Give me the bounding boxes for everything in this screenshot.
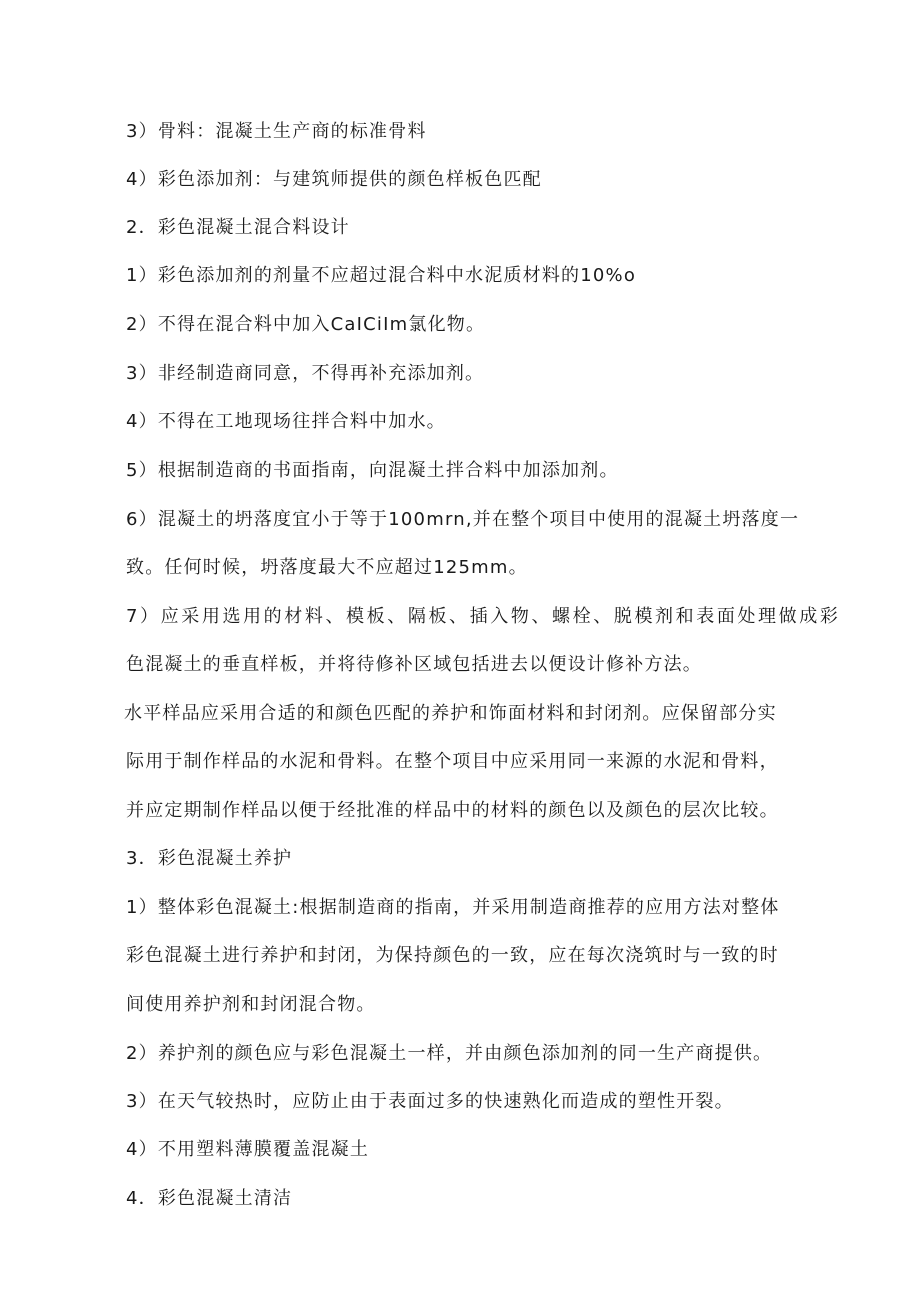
text-line-no-plastic-film: 4）不用塑料薄膜覆盖混凝土 [126,1139,370,1160]
text-line-curing-agent-color: 2）养护剂的颜色应与彩色混凝土一样，并由颜色添加剂的同一生产商提供。 [126,1043,773,1064]
text-line-slump: 6）混凝土的坍落度宜小于等于100mrn,并在整个项目中使用的混凝土坍落度一 [126,509,800,530]
text-line-vertical-sample-continued: 色混凝土的垂直样板，并将待修补区域包括进去以便设计修补方法。 [126,654,702,675]
text-line-vertical-sample: 7）应采用选用的材料、模板、隔板、插入物、螺栓、脱模剂和表面处理做成彩 [126,606,841,627]
section-heading-cleaning: 4．彩色混凝土清洁 [126,1188,293,1209]
text-line-color-additive: 4）彩色添加剂：与建筑师提供的颜色样板色匹配 [126,169,542,190]
text-line-integral-color-continued: 彩色混凝土进行养护和封闭，为保持颜色的一致，应在每次浇筑时与一致的时 [126,945,779,966]
text-line-horizontal-sample-end: 并应定期制作样品以便于经批准的样品中的材料的颜色以及颜色的层次比较。 [126,800,779,821]
text-line-additive-dosage: 1）彩色添加剂的剂量不应超过混合料中水泥质材料的10%o [126,265,637,286]
section-heading-mix-design: 2．彩色混凝土混合料设计 [126,217,350,238]
text-line-no-extra-additive: 3）非经制造商同意，不得再补充添加剂。 [126,363,485,384]
text-line-integral-color: 1）整体彩色混凝土:根据制造商的指南，并采用制造商推荐的应用方法对整体 [126,897,780,918]
text-line-integral-color-end: 间使用养护剂和封闭混合物。 [126,994,376,1015]
text-line-no-water: 4）不得在工地现场往拌合料中加水。 [126,411,446,432]
text-line-horizontal-sample: 水平样品应采用合适的和颜色匹配的养护和饰面材料和封闭剂。应保留部分实 [124,703,777,724]
text-line-no-chloride: 2）不得在混合料中加入CaICiIm氯化物。 [126,314,486,335]
text-line-add-additive: 5）根据制造商的书面指南，向混凝土拌合料中加添加剂。 [126,460,619,481]
text-line-horizontal-sample-continued: 际用于制作样品的水泥和骨料。在整个项目中应采用同一来源的水泥和骨料， [126,751,779,772]
section-heading-curing: 3．彩色混凝土养护 [126,848,293,869]
text-line-slump-continued: 致。任何时候，坍落度最大不应超过125mm。 [126,557,528,578]
text-line-aggregate: 3）骨料：混凝土生产商的标准骨料 [126,121,427,142]
text-line-hot-weather: 3）在天气较热时，应防止由于表面过多的快速熟化而造成的塑性开裂。 [126,1091,734,1112]
